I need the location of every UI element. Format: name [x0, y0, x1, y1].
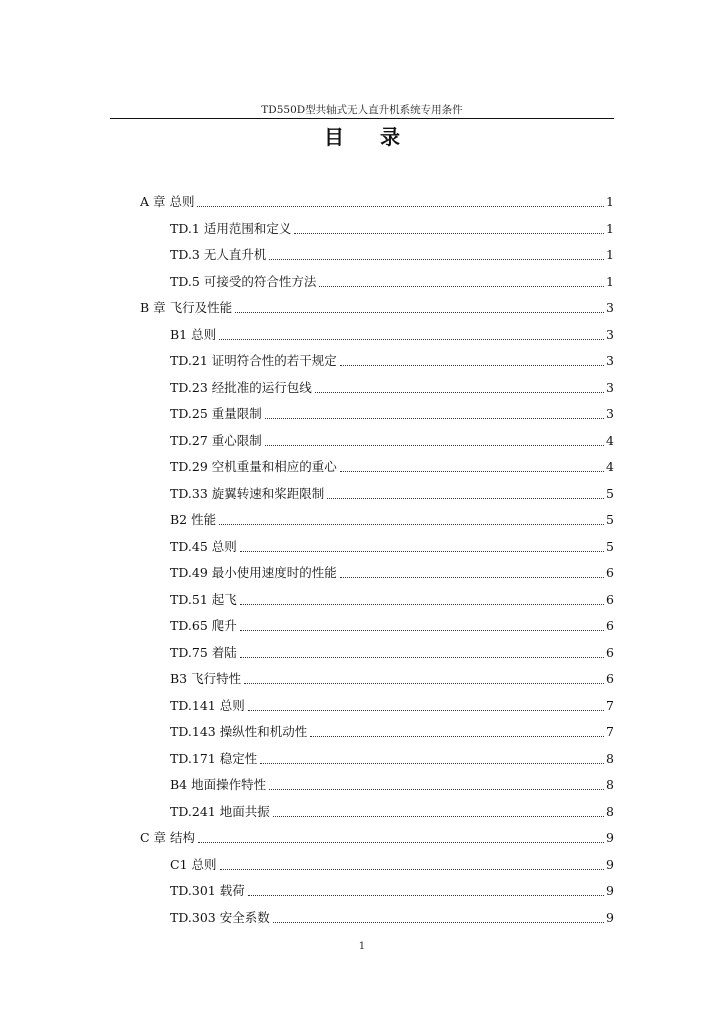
toc-entry-page: 8: [606, 777, 614, 792]
toc-entry-label: TD.141 总则: [170, 697, 245, 713]
toc-entry-page: 1: [606, 247, 614, 262]
toc-entry-label: TD.27 重心限制: [170, 432, 262, 448]
toc-entry-page: 9: [606, 883, 614, 898]
toc-section-entry[interactable]: [170, 400, 614, 422]
toc-dot-leader: [327, 498, 604, 499]
toc-entry-page: 9: [606, 909, 614, 925]
toc-section-entry[interactable]: [170, 718, 614, 740]
toc-section-entry[interactable]: [170, 533, 614, 555]
toc-entry-label: TD.33 旋翼转速和桨距限制: [170, 485, 325, 501]
running-header: TD550D型共轴式无人直升机系统专用条件: [261, 104, 463, 116]
toc-dot-leader: [235, 312, 604, 313]
toc-entry-label: B 章 飞行及性能: [140, 300, 233, 315]
title-char-1: 目: [324, 125, 346, 149]
toc-section-entry[interactable]: [170, 586, 614, 608]
toc-entry-label: TD.75 着陆: [170, 644, 237, 660]
toc-dot-leader: [197, 206, 604, 207]
toc-entry-label: TD.171 稳定性: [170, 750, 258, 766]
toc-entry-page: 8: [606, 750, 614, 766]
toc-section-entry[interactable]: [170, 347, 614, 369]
toc-dot-leader: [244, 683, 604, 684]
toc-section-entry[interactable]: [170, 665, 614, 687]
toc-entry-label: TD.21 证明符合性的若干规定: [170, 353, 337, 368]
toc-section-entry[interactable]: [170, 453, 614, 475]
toc-entry-page: 9: [606, 856, 614, 872]
toc-section-entry[interactable]: [170, 427, 614, 449]
toc-entry-label: A 章 总则: [140, 194, 195, 209]
toc-entry-label: TD.45 总则: [170, 538, 237, 554]
toc-entry-page: 3: [606, 406, 614, 421]
toc-entry-label: TD.1 适用范围和定义: [170, 220, 292, 236]
toc-dot-leader: [240, 551, 604, 552]
toc-entry-label: C1 总则: [170, 856, 217, 872]
toc-dot-leader: [248, 895, 604, 896]
toc-entry-label: TD.23 经批准的运行包线: [170, 379, 312, 395]
toc-entry-page: 3: [606, 300, 614, 315]
page-title: [110, 124, 614, 150]
toc-dot-leader: [240, 657, 604, 658]
toc-dot-leader: [260, 763, 604, 764]
toc-dot-leader: [219, 339, 604, 340]
toc-chapter-entry[interactable]: [140, 188, 614, 210]
toc-entry-page: 6: [606, 565, 614, 580]
toc-dot-leader: [220, 869, 605, 870]
toc-section-entry[interactable]: [170, 851, 614, 873]
toc-dot-leader: [248, 710, 604, 711]
toc-entry-page: 6: [606, 671, 614, 686]
toc-chapter-entry[interactable]: [140, 824, 614, 846]
toc-entry-label: TD.29 空机重量和相应的重心: [170, 459, 337, 474]
toc-entry-page: 6: [606, 618, 614, 633]
header-rule: [110, 118, 614, 119]
toc-dot-leader: [340, 365, 604, 366]
toc-section-entry[interactable]: [170, 480, 614, 502]
toc-entry-label: TD.143 操纵性和机动性: [170, 724, 308, 739]
toc-entry-label: TD.5 可接受的符合性方法: [170, 273, 317, 289]
toc-entry-page: 9: [606, 830, 614, 845]
toc-entry-page: 3: [606, 353, 614, 368]
page-number: 1: [358, 940, 366, 952]
toc-dot-leader: [265, 418, 604, 419]
toc-section-entry[interactable]: [170, 692, 614, 714]
toc-entry-page: 1: [606, 220, 614, 236]
toc-entry-label: TD.3 无人直升机: [170, 247, 267, 262]
toc-entry-page: 4: [606, 432, 614, 448]
toc-section-entry[interactable]: [170, 506, 614, 528]
toc-dot-leader: [340, 577, 604, 578]
toc-section-entry[interactable]: [170, 612, 614, 634]
toc-entry-label: TD.65 爬升: [170, 618, 237, 633]
toc-entry-label: TD.303 安全系数: [170, 909, 270, 925]
toc-entry-page: 6: [606, 644, 614, 660]
toc-dot-leader: [265, 445, 604, 446]
toc-dot-leader: [273, 922, 604, 923]
toc-entry-page: 7: [606, 697, 614, 713]
toc-section-entry[interactable]: [170, 268, 614, 290]
toc-entry-label: TD.49 最小使用速度时的性能: [170, 565, 337, 580]
toc-dot-leader: [340, 471, 604, 472]
toc-entry-label: TD.241 地面共振: [170, 803, 270, 819]
toc-dot-leader: [315, 392, 604, 393]
toc-section-entry[interactable]: [170, 798, 614, 820]
toc-entry-label: C 章 结构: [140, 830, 196, 845]
toc-entry-label: TD.25 重量限制: [170, 406, 262, 421]
toc-dot-leader: [269, 789, 604, 790]
toc-section-entry[interactable]: [170, 904, 614, 926]
toc-dot-leader: [294, 233, 604, 234]
toc-dot-leader: [219, 524, 604, 525]
toc-entry-page: 4: [606, 459, 614, 474]
toc-entry-page: 8: [606, 803, 614, 819]
toc-dot-leader: [240, 604, 604, 605]
toc-entry-page: 5: [606, 485, 614, 501]
toc-entry-page: 7: [606, 724, 614, 739]
toc-entry-label: B2 性能: [170, 512, 217, 527]
toc-entry-page: 5: [606, 538, 614, 554]
toc-section-entry[interactable]: [170, 215, 614, 237]
toc-dot-leader: [310, 736, 604, 737]
toc-section-entry[interactable]: [170, 771, 614, 793]
toc-dot-leader: [240, 630, 604, 631]
toc-entry-page: 3: [606, 326, 614, 342]
toc-section-entry[interactable]: [170, 877, 614, 899]
toc-entry-label: B4 地面操作特性: [170, 777, 267, 792]
toc-entry-page: 5: [606, 512, 614, 527]
toc-section-entry[interactable]: [170, 639, 614, 661]
toc-dot-leader: [319, 286, 604, 287]
toc-dot-leader: [273, 816, 604, 817]
toc-entry-page: 1: [606, 273, 614, 289]
toc-section-entry[interactable]: [170, 559, 614, 581]
toc-entry-page: 6: [606, 591, 614, 607]
toc-dot-leader: [269, 259, 604, 260]
toc-section-entry[interactable]: [170, 321, 614, 343]
toc-chapter-entry[interactable]: [140, 294, 614, 316]
toc-entry-page: 1: [606, 194, 614, 209]
toc-section-entry[interactable]: [170, 241, 614, 263]
toc-entry-label: B3 飞行特性: [170, 671, 242, 686]
toc-entry-page: 3: [606, 379, 614, 395]
toc-section-entry[interactable]: [170, 374, 614, 396]
title-char-2: 录: [380, 125, 402, 149]
toc-dot-leader: [198, 842, 604, 843]
toc-entry-label: B1 总则: [170, 326, 217, 342]
toc-section-entry[interactable]: [170, 745, 614, 767]
toc-entry-label: TD.301 载荷: [170, 883, 245, 898]
toc-entry-label: TD.51 起飞: [170, 591, 237, 607]
